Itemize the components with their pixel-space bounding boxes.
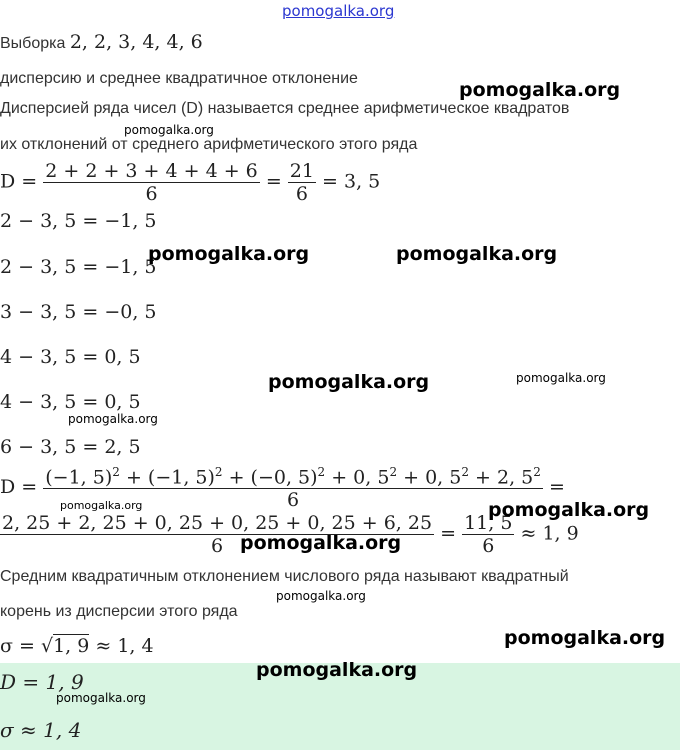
variance-numerator: (−1, 5)$^2$ + (−1, 5)$^2$ + (−0, 5)$^2$ + 0, $5^2 + 0$, $5^2 + 2$, $5^2$	[45, 465, 541, 489]
answer-variance: D = 1, 9	[0, 670, 84, 694]
sample-values: 2, 2, 3, 4, 4, 6	[69, 31, 203, 53]
variance-eq: =	[440, 522, 457, 545]
watermark: pomogalka.org	[276, 589, 366, 603]
variance-numerator-2: 2, 25 + 2, 25 + 0, 25 + 0, 25 + 0, 25 + 6, 25	[2, 512, 433, 534]
sqrt-sign: √	[40, 635, 54, 657]
variance-denominator-3: 6	[462, 534, 514, 557]
answer-std: σ ≈ 1, 4	[0, 718, 82, 742]
variance-definition-line2: их отклонений от среднего арифметического этого ряда	[0, 136, 418, 153]
mean-fraction-2	[288, 160, 316, 205]
deviation-2: 2 − 3, 5 = −1, 5	[0, 256, 157, 278]
std-radicand: 1, 9	[53, 635, 90, 657]
std-definition-line1: Средним квадратичным отклонением числового ряда называют квадратный	[0, 568, 569, 585]
mean-formula	[0, 160, 380, 205]
variance-denominator-2: 6	[0, 534, 434, 557]
variance-denominator: 6	[43, 488, 543, 511]
watermark: pomogalka.org	[396, 243, 558, 265]
watermark-top-link[interactable]: pomogalka.org	[282, 2, 395, 20]
variance-approx: ≈ 1, 9	[520, 522, 579, 545]
sample-label: Выборка	[0, 35, 66, 52]
variance-lhs: D =	[0, 476, 38, 499]
watermark: pomogalka.org	[60, 499, 143, 512]
watermark: pomogalka.org	[516, 371, 606, 385]
std-lhs: σ =	[0, 635, 41, 657]
deviation-1: 2 − 3, 5 = −1, 5	[0, 210, 157, 232]
mean-numerator-2: 21	[289, 160, 314, 182]
task-text: дисперсию и среднее квадратичное отклонение	[0, 70, 358, 87]
watermark: pomogalka.org	[240, 532, 402, 554]
watermark: pomogalka.org	[68, 412, 158, 426]
deviation-4: 4 − 3, 5 = 0, 5	[0, 346, 141, 368]
variance-numerator-3: 11, 5	[464, 512, 513, 534]
watermark: pomogalka.org	[124, 123, 214, 137]
watermark: pomogalka.org	[488, 499, 650, 521]
deviation-3: 3 − 3, 5 = −0, 5	[0, 301, 157, 323]
watermark: pomogalka.org	[148, 243, 310, 265]
std-rhs: ≈ 1, 4	[89, 635, 154, 657]
std-definition-line2: корень из дисперсии этого ряда	[0, 603, 238, 620]
watermark: pomogalka.org	[268, 371, 430, 393]
std-formula	[0, 635, 154, 657]
mean-lhs: D =	[0, 170, 38, 193]
sample-line	[0, 31, 203, 53]
mean-fraction	[43, 160, 260, 205]
deviation-6: 6 − 3, 5 = 2, 5	[0, 436, 141, 458]
watermark: pomogalka.org	[504, 627, 666, 649]
mean-result: = 3, 5	[322, 170, 381, 193]
mean-denominator: 6	[43, 182, 260, 205]
mean-numerator: 2 + 2 + 3 + 4 + 4 + 6	[45, 160, 258, 182]
watermark: pomogalka.org	[56, 691, 146, 705]
variance-tail-eq: =	[548, 476, 565, 499]
watermark: pomogalka.org	[459, 79, 621, 101]
deviation-5: 4 − 3, 5 = 0, 5	[0, 391, 141, 413]
variance-definition-line1: Дисперсией ряда чисел (D) называется среднее арифметическое квадратов	[0, 100, 570, 117]
watermark: pomogalka.org	[256, 659, 418, 681]
mean-denominator-2: 6	[288, 182, 316, 205]
mean-eq: =	[265, 170, 282, 193]
